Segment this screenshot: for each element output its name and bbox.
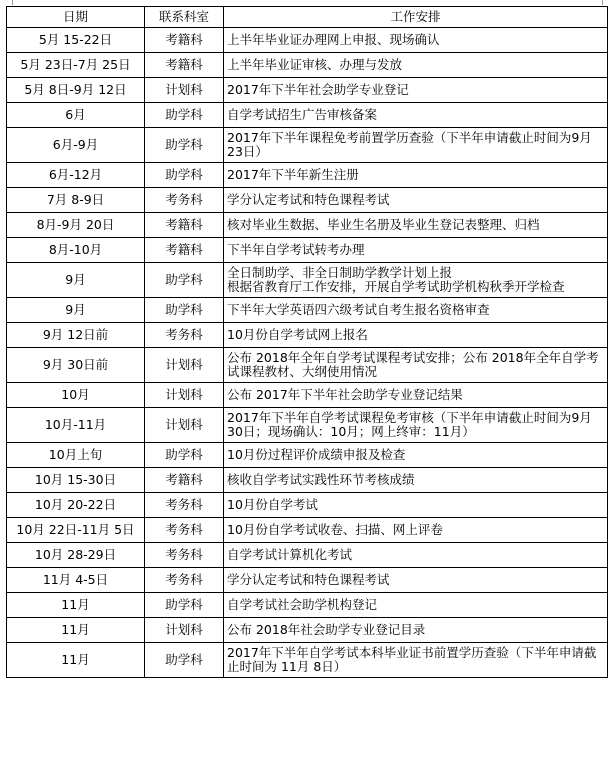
table-row xyxy=(7,593,608,618)
work-schedule-table xyxy=(6,6,608,678)
date-cell: 8月-10月 xyxy=(7,238,145,263)
dept-cell: 助学科 xyxy=(145,593,224,618)
task-line: 根据省教育厅工作安排，开展自学考试助学机构秋季开学检查 xyxy=(227,279,565,294)
task-cell: 2017年下半年新生注册 xyxy=(224,163,608,188)
task-cell: 下半年自学考试转考办理 xyxy=(224,238,608,263)
task-cell: 学分认定考试和特色课程考试 xyxy=(224,568,608,593)
dept-cell: 助学科 xyxy=(145,643,224,678)
dept-cell: 考务科 xyxy=(145,493,224,518)
table-row xyxy=(7,263,608,298)
date-cell: 11月 xyxy=(7,593,145,618)
date-cell: 10月 15-30日 xyxy=(7,468,145,493)
table-row xyxy=(7,568,608,593)
task-cell xyxy=(224,263,608,298)
date-cell: 9月 xyxy=(7,298,145,323)
task-cell: 学分认定考试和特色课程考试 xyxy=(224,188,608,213)
table-row xyxy=(7,188,608,213)
task-cell: 10月份自学考试收卷、扫描、网上评卷 xyxy=(224,518,608,543)
task-cell: 核收自学考试实践性环节考核成绩 xyxy=(224,468,608,493)
date-cell: 5月 8日-9月 12日 xyxy=(7,78,145,103)
date-cell: 9月 xyxy=(7,263,145,298)
table-row xyxy=(7,518,608,543)
date-cell: 10月 22日-11月 5日 xyxy=(7,518,145,543)
dept-cell: 考籍科 xyxy=(145,53,224,78)
table-row xyxy=(7,238,608,263)
date-cell: 11月 4-5日 xyxy=(7,568,145,593)
dept-cell: 考务科 xyxy=(145,543,224,568)
task-cell: 下半年大学英语四六级考试自考生报名资格审查 xyxy=(224,298,608,323)
date-cell: 9月 12日前 xyxy=(7,323,145,348)
task-cell: 自学考试计算机化考试 xyxy=(224,543,608,568)
table-row xyxy=(7,53,608,78)
date-cell: 5月 23日-7月 25日 xyxy=(7,53,145,78)
header-dept: 联系科室 xyxy=(145,7,224,28)
task-cell: 公布 2017年下半年社会助学专业登记结果 xyxy=(224,383,608,408)
dept-cell: 考务科 xyxy=(145,188,224,213)
table-row xyxy=(7,383,608,408)
task-line: 全日制助学、非全日制助学教学计划上报 xyxy=(227,265,453,280)
table-row xyxy=(7,28,608,53)
table-row xyxy=(7,323,608,348)
task-cell: 上半年毕业证审核、办理与发放 xyxy=(224,53,608,78)
header-task: 工作安排 xyxy=(224,7,608,28)
dept-cell: 考籍科 xyxy=(145,213,224,238)
task-cell: 10月份自学考试 xyxy=(224,493,608,518)
dept-cell: 计划科 xyxy=(145,618,224,643)
table-row xyxy=(7,348,608,383)
task-cell: 2017年下半年自学考试本科毕业证书前置学历查验（下半年申请截止时间为 11月 8日） xyxy=(224,643,608,678)
dept-cell: 计划科 xyxy=(145,383,224,408)
table-row xyxy=(7,643,608,678)
table-row xyxy=(7,103,608,128)
date-cell: 10月 28-29日 xyxy=(7,543,145,568)
top-edge-marks xyxy=(0,0,612,5)
table-row xyxy=(7,493,608,518)
table-row xyxy=(7,408,608,443)
dept-cell: 助学科 xyxy=(145,163,224,188)
task-cell: 公布 2018年社会助学专业登记目录 xyxy=(224,618,608,643)
dept-cell: 考务科 xyxy=(145,518,224,543)
date-cell: 10月上旬 xyxy=(7,443,145,468)
table-row xyxy=(7,618,608,643)
task-cell: 核对毕业生数据、毕业生名册及毕业生登记表整理、归档 xyxy=(224,213,608,238)
dept-cell: 考籍科 xyxy=(145,28,224,53)
dept-cell: 考务科 xyxy=(145,323,224,348)
dept-cell: 助学科 xyxy=(145,128,224,163)
table-row xyxy=(7,468,608,493)
task-cell: 2017年下半年课程免考前置学历查验（下半年申请截止时间为9月 23日） xyxy=(224,128,608,163)
date-cell: 6月 xyxy=(7,103,145,128)
task-cell: 10月份自学考试网上报名 xyxy=(224,323,608,348)
date-cell: 6月-12月 xyxy=(7,163,145,188)
date-cell: 10月 xyxy=(7,383,145,408)
task-cell: 10月份过程评价成绩申报及检查 xyxy=(224,443,608,468)
date-cell: 7月 8-9日 xyxy=(7,188,145,213)
table-row xyxy=(7,543,608,568)
date-cell: 9月 30日前 xyxy=(7,348,145,383)
dept-cell: 助学科 xyxy=(145,443,224,468)
dept-cell: 助学科 xyxy=(145,298,224,323)
header-row xyxy=(7,7,608,28)
task-cell: 上半年毕业证办理网上申报、现场确认 xyxy=(224,28,608,53)
task-cell: 2017年下半年社会助学专业登记 xyxy=(224,78,608,103)
date-cell: 5月 15-22日 xyxy=(7,28,145,53)
header-date: 日期 xyxy=(7,7,145,28)
table-row xyxy=(7,163,608,188)
dept-cell: 考务科 xyxy=(145,568,224,593)
dept-cell: 计划科 xyxy=(145,348,224,383)
table-row xyxy=(7,213,608,238)
task-cell: 2017年下半年自学考试课程免考审核（下半年申请截止时间为9月 30日；现场确认：10月；网上终审：11月） xyxy=(224,408,608,443)
task-cell: 自学考试招生广告审核备案 xyxy=(224,103,608,128)
date-cell: 10月 20-22日 xyxy=(7,493,145,518)
table-row xyxy=(7,128,608,163)
date-cell: 11月 xyxy=(7,618,145,643)
date-cell: 10月-11月 xyxy=(7,408,145,443)
dept-cell: 助学科 xyxy=(145,103,224,128)
dept-cell: 助学科 xyxy=(145,263,224,298)
dept-cell: 计划科 xyxy=(145,408,224,443)
date-cell: 6月-9月 xyxy=(7,128,145,163)
date-cell: 11月 xyxy=(7,643,145,678)
task-cell: 公布 2018年全年自学考试课程考试安排；公布 2018年全年自学考试课程教材、大纲使用情况 xyxy=(224,348,608,383)
date-cell: 8月-9月 20日 xyxy=(7,213,145,238)
table-row xyxy=(7,78,608,103)
dept-cell: 考籍科 xyxy=(145,238,224,263)
task-cell: 自学考试社会助学机构登记 xyxy=(224,593,608,618)
table-row xyxy=(7,298,608,323)
table-row xyxy=(7,443,608,468)
dept-cell: 计划科 xyxy=(145,78,224,103)
dept-cell: 考籍科 xyxy=(145,468,224,493)
